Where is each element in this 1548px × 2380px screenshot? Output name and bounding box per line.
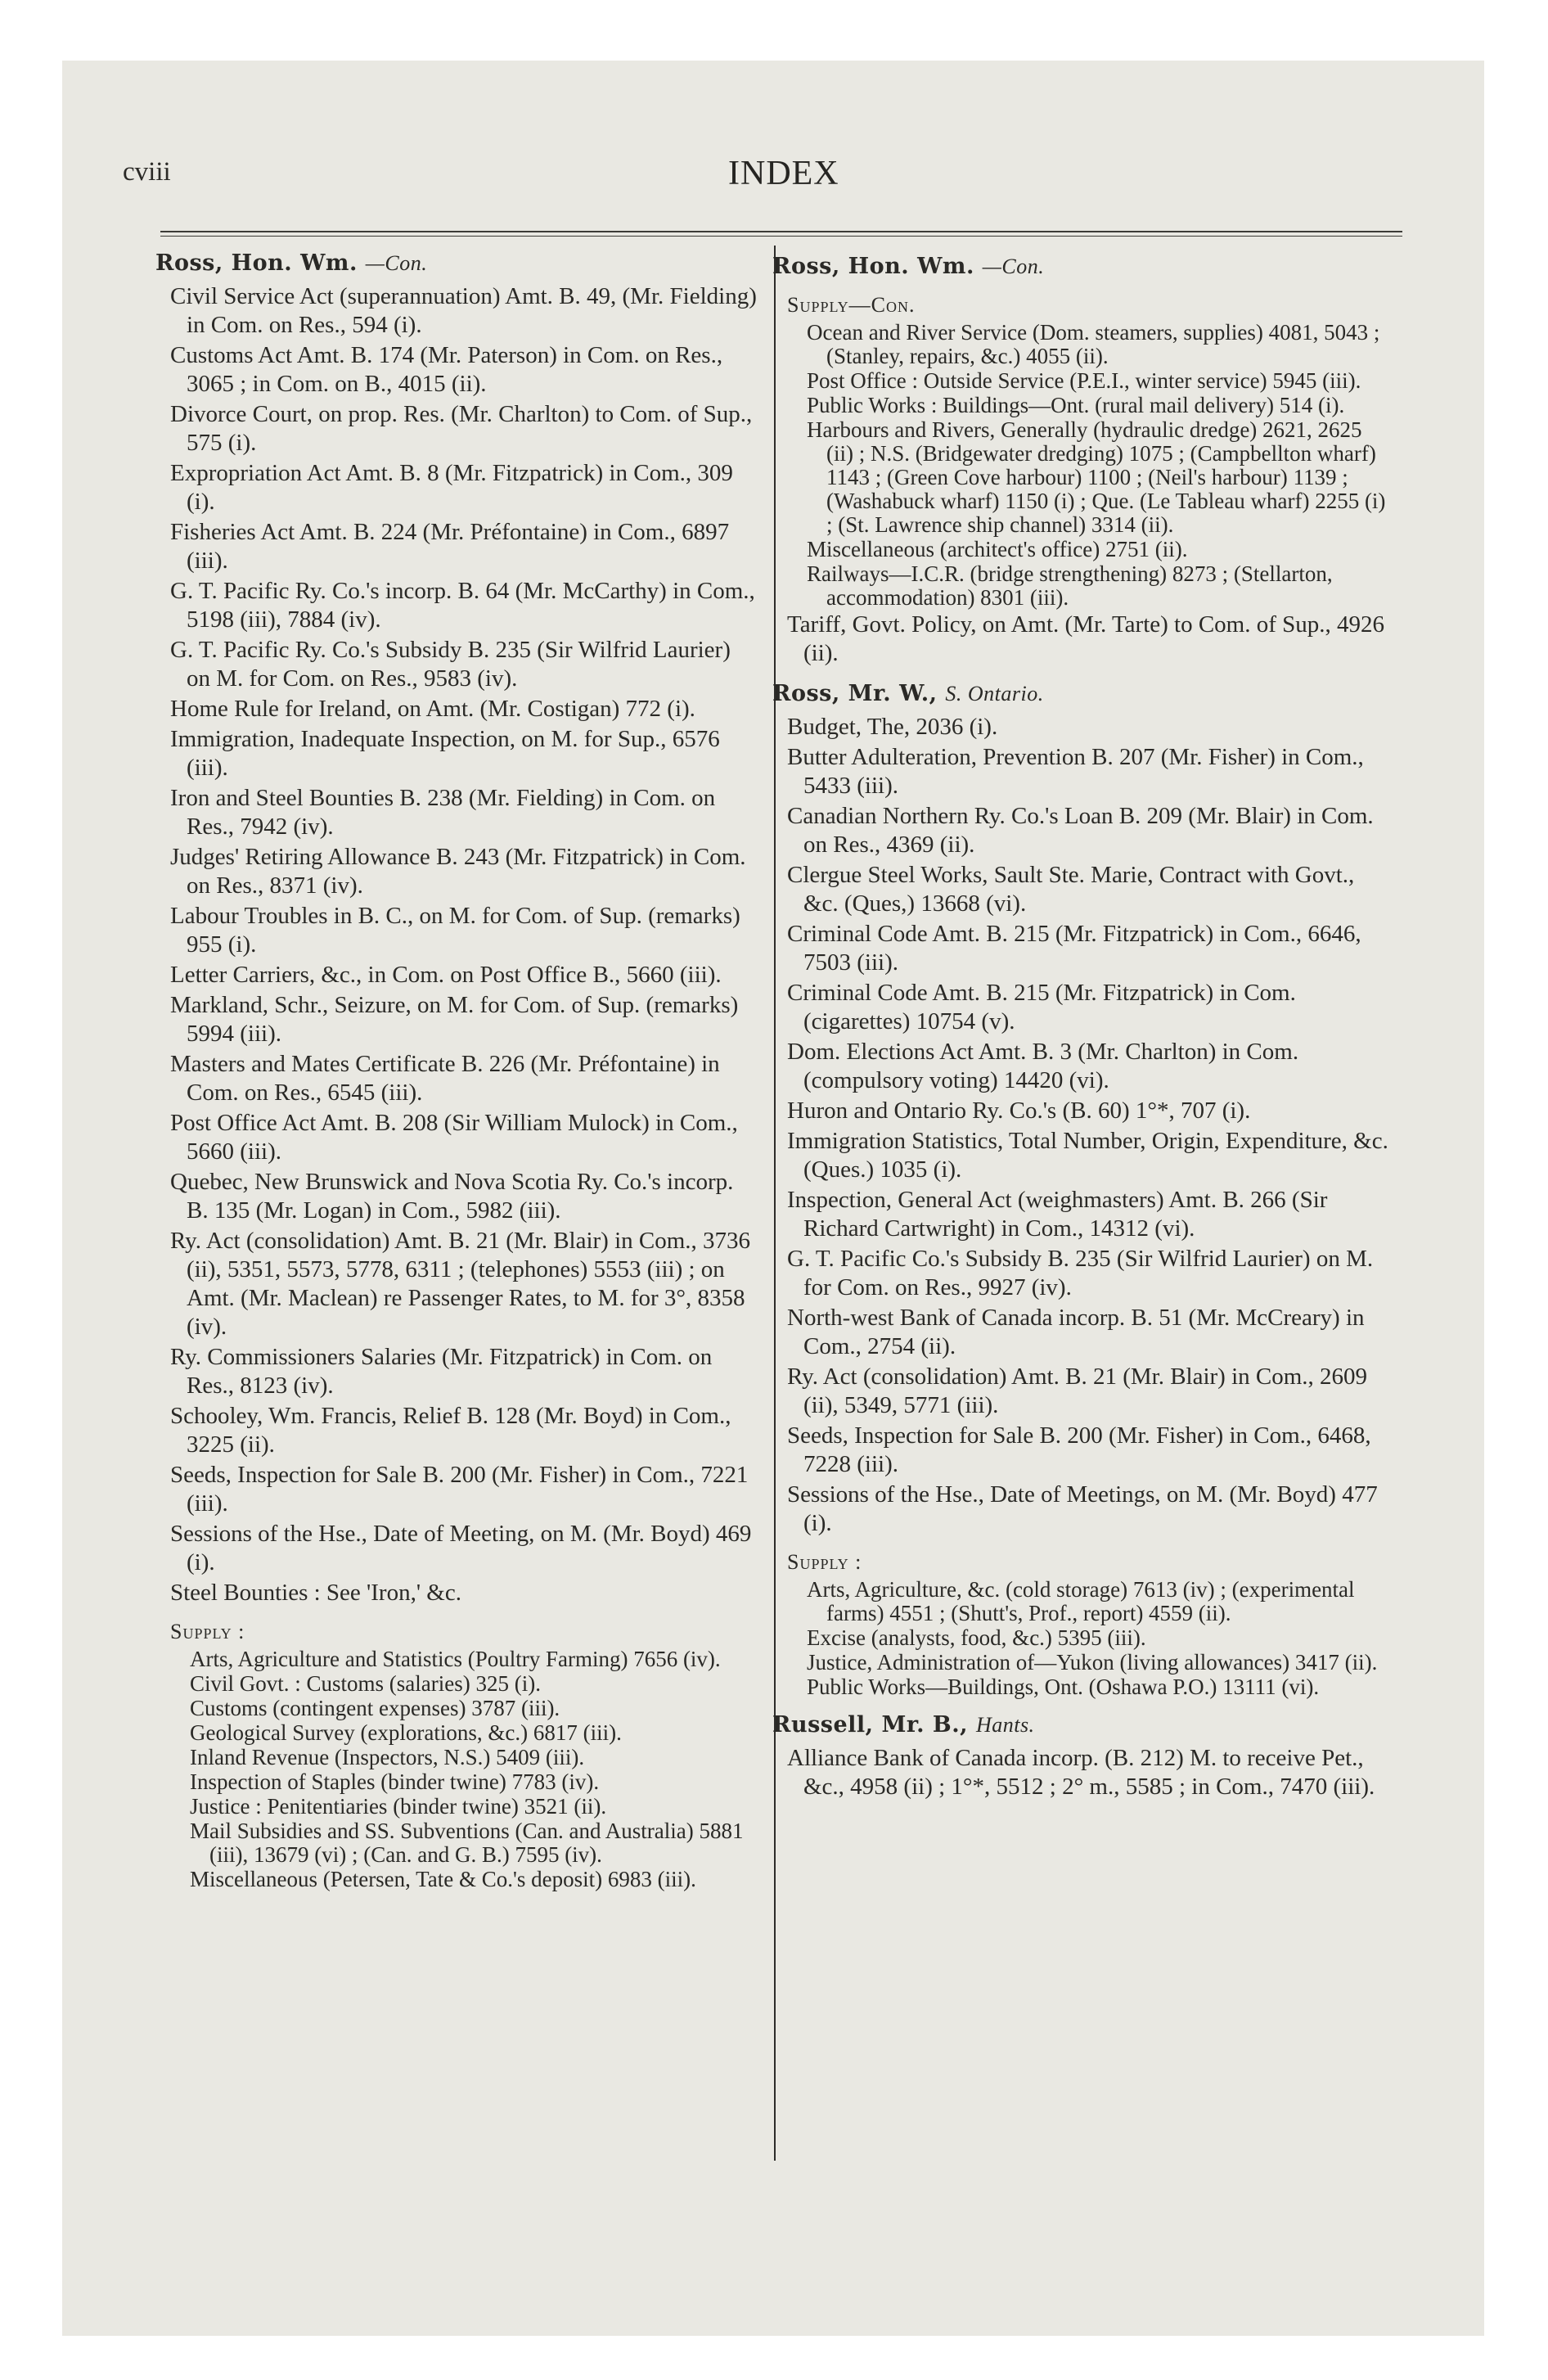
entry-heading-constituency: Hants. bbox=[975, 1713, 1035, 1737]
entry-heading-name: Ross, Hon. Wm. bbox=[772, 254, 974, 279]
entry-heading-name: Russell, Mr. B., bbox=[772, 1712, 969, 1738]
index-entry: Seeds, Inspection for Sale B. 200 (Mr. Fisher) in Com., 7221 (iii). bbox=[170, 1462, 749, 1517]
supply-entry: Ocean and River Service (Dom. steamers, supplies) 4081, 5043 ; (Stanley, repairs, &c.) 4055 (ii). bbox=[807, 320, 1380, 368]
right-entry-list bbox=[772, 611, 1389, 668]
index-entry: Tariff, Govt. Policy, on Amt. (Mr. Tarte) to Com. of Sup., 4926 (ii). bbox=[787, 611, 1385, 666]
supply-entry: Justice, Administration of—Yukon (living allowances) 3417 (ii). bbox=[807, 1650, 1378, 1675]
index-entry: Budget, The, 2036 (i). bbox=[787, 714, 998, 740]
index-entry: Sessions of the Hse., Date of Meeting, on M. (Mr. Boyd) 469 (i). bbox=[170, 1521, 752, 1575]
index-entry: Divorce Court, on prop. Res. (Mr. Charlton) to Com. of Sup., 575 (i). bbox=[170, 401, 753, 456]
index-entry: Huron and Ontario Ry. Co.'s (B. 60) 1°*, 707 (i). bbox=[787, 1098, 1251, 1124]
index-entry: Iron and Steel Bounties B. 238 (Mr. Fielding) in Com. on Res., 7942 (iv). bbox=[170, 785, 716, 840]
supply-entry: Inspection of Staples (binder twine) 7783 (iv). bbox=[190, 1769, 600, 1794]
ross-w-entry-list bbox=[772, 713, 1389, 1538]
supply-entry: Miscellaneous (architect's office) 2751 (ii). bbox=[807, 537, 1188, 561]
index-entry: Ry. Commissioners Salaries (Mr. Fitzpatrick) in Com. on Res., 8123 (iv). bbox=[170, 1344, 713, 1399]
index-entry: Home Rule for Ireland, on Amt. (Mr. Costigan) 772 (i). bbox=[170, 696, 695, 722]
index-entry: Seeds, Inspection for Sale B. 200 (Mr. Fisher) in Com., 6468, 7228 (iii). bbox=[787, 1422, 1371, 1477]
index-entry: Criminal Code Amt. B. 215 (Mr. Fitzpatrick) in Com. (cigarettes) 10754 (v). bbox=[787, 980, 1296, 1034]
index-entry: Sessions of the Hse., Date of Meetings, on M. (Mr. Boyd) 477 (i). bbox=[787, 1481, 1378, 1536]
supply-entry: Public Works : Buildings—Ont. (rural mail delivery) 514 (i). bbox=[807, 393, 1345, 417]
right-supply-list bbox=[772, 321, 1389, 610]
supply-entry: Arts, Agriculture, &c. (cold storage) 7613 (iv) ; (experimental farms) 4551 ; (Shutt's, Prof., report) 4559 (ii). bbox=[807, 1577, 1355, 1625]
index-entry: G. T. Pacific Ry. Co.'s incorp. B. 64 (Mr. McCarthy) in Com., 5198 (iii), 7884 (iv). bbox=[170, 578, 755, 633]
entry-heading-constituency: S. Ontario. bbox=[945, 682, 1044, 705]
index-entry: G. T. Pacific Ry. Co.'s Subsidy B. 235 (Sir Wilfrid Laurier) on M. for Com. on Res., 9583 (iv). bbox=[170, 637, 731, 692]
index-entry: Markland, Schr., Seizure, on M. for Com. of Sup. (remarks) 5994 (iii). bbox=[170, 992, 739, 1047]
index-entry: Customs Act Amt. B. 174 (Mr. Paterson) in Com. on Res., 3065 ; in Com. on B., 4015 (ii). bbox=[170, 342, 723, 397]
supply-entry: Railways—I.C.R. (bridge strengthening) 8273 ; (Stellarton, accommodation) 8301 (iii). bbox=[807, 561, 1333, 610]
left-column bbox=[155, 246, 758, 1892]
index-entry: Labour Troubles in B. C., on M. for Com. of Sup. (remarks) 955 (i). bbox=[170, 903, 740, 958]
supply-entry: Geological Survey (explorations, &c.) 6817 (iii). bbox=[190, 1720, 622, 1745]
supply-entry: Public Works—Buildings, Ont. (Oshawa P.O.) 13111 (vi). bbox=[807, 1675, 1320, 1699]
index-entry: Fisheries Act Amt. B. 224 (Mr. Préfontaine) in Com., 6897 (iii). bbox=[170, 519, 730, 574]
supply-label: Supply : bbox=[170, 1620, 245, 1643]
entry-heading-continued: —Con. bbox=[365, 251, 428, 275]
index-entry: Clergue Steel Works, Sault Ste. Marie, Contract with Govt., &c. (Ques,) 13668 (vi). bbox=[787, 862, 1355, 917]
index-entry: Immigration, Inadequate Inspection, on M. for Sup., 6576 (iii). bbox=[170, 726, 720, 781]
index-entry: Steel Bounties : See 'Iron,' &c. bbox=[170, 1580, 461, 1606]
index-entry: Dom. Elections Act Amt. B. 3 (Mr. Charlton) in Com. (compulsory voting) 14420 (vi). bbox=[787, 1039, 1299, 1093]
ross-w-supply-list bbox=[772, 1578, 1389, 1699]
supply-label: Supply—Con. bbox=[787, 293, 916, 317]
supply-entry: Miscellaneous (Petersen, Tate & Co.'s deposit) 6983 (iii). bbox=[190, 1867, 696, 1891]
entry-heading-name: Ross, Mr. W., bbox=[772, 681, 938, 706]
supply-entry: Inland Revenue (Inspectors, N.S.) 5409 (iii). bbox=[190, 1745, 585, 1769]
index-entry: Alliance Bank of Canada incorp. (B. 212) M. to receive Pet., &c., 4958 (ii) ; 1°*, 5512 ; 2° m., 5585 ; in Com., 7470 (iii). bbox=[787, 1745, 1375, 1800]
index-entry: Inspection, General Act (weighmasters) Amt. B. 266 (Sir Richard Cartwright) in Com., 14312 (vi). bbox=[787, 1187, 1328, 1242]
supply-entry: Arts, Agriculture and Statistics (Poultry Farming) 7656 (iv). bbox=[190, 1647, 721, 1671]
index-entry: Immigration Statistics, Total Number, Origin, Expenditure, &c. (Ques.) 1035 (i). bbox=[787, 1128, 1388, 1183]
index-entry: Ry. Act (consolidation) Amt. B. 21 (Mr. Blair) in Com., 2609 (ii), 5349, 5771 (iii). bbox=[787, 1364, 1368, 1418]
index-entry: Post Office Act Amt. B. 208 (Sir William Mulock) in Com., 5660 (iii). bbox=[170, 1110, 738, 1165]
index-entry: Letter Carriers, &c., in Com. on Post Office B., 5660 (iii). bbox=[170, 962, 722, 988]
header-rule bbox=[160, 231, 1402, 232]
entry-heading bbox=[772, 679, 1389, 708]
russell-entry-list bbox=[772, 1744, 1389, 1801]
entry-heading bbox=[772, 252, 1389, 281]
page-number: cviii bbox=[123, 157, 171, 187]
index-entry: Civil Service Act (superannuation) Amt. B. 49, (Mr. Fielding) in Com. on Res., 594 (i). bbox=[170, 283, 757, 338]
index-entry: North-west Bank of Canada incorp. B. 51 (Mr. McCreary) in Com., 2754 (ii). bbox=[787, 1305, 1365, 1359]
index-entry: Ry. Act (consolidation) Amt. B. 21 (Mr. Blair) in Com., 3736 (ii), 5351, 5573, 5778, 6311 ; (telephones) 5553 (iii) ; on Amt. (Mr. Maclean) re Passenger Rates, to M. for 3°, 8358 (iv). bbox=[170, 1228, 751, 1340]
index-entry: Expropriation Act Amt. B. 8 (Mr. Fitzpatrick) in Com., 309 (i). bbox=[170, 460, 733, 515]
supply-entry: Mail Subsidies and SS. Subventions (Can. and Australia) 5881 (iii), 13679 (vi) ; (Can. and G. B.) 7595 (iv). bbox=[190, 1819, 744, 1867]
page-heading: INDEX bbox=[728, 155, 839, 192]
supply-entry: Justice : Penitentiaries (binder twine) 3521 (ii). bbox=[190, 1794, 607, 1819]
supply-label: Supply : bbox=[787, 1550, 862, 1574]
header-rule-thin bbox=[160, 236, 1402, 237]
left-entry-list bbox=[155, 282, 758, 1607]
index-entry: Canadian Northern Ry. Co.'s Loan B. 209 (Mr. Blair) in Com. on Res., 4369 (ii). bbox=[787, 803, 1374, 858]
index-entry: Criminal Code Amt. B. 215 (Mr. Fitzpatrick) in Com., 6646, 7503 (iii). bbox=[787, 921, 1361, 976]
supply-entry: Harbours and Rivers, Generally (hydraulic dredge) 2621, 2625 (ii) ; N.S. (Bridgewater dredging) 1075 ; (Campbellton wharf) 1143 ; (Green Cove harbour) 1100 ; (Neil's harbour) 1139 ; (Washabuck wharf) 1150 (i) ; Que. (Le Tableau wharf) 2255 (i) ; (St. Lawrence ship channel) 3314 (ii). bbox=[807, 417, 1386, 537]
entry-heading-name: Ross, Hon. Wm. bbox=[155, 250, 358, 276]
index-entry: Masters and Mates Certificate B. 226 (Mr. Préfontaine) in Com. on Res., 6545 (iii). bbox=[170, 1051, 720, 1106]
index-entry: G. T. Pacific Co.'s Subsidy B. 235 (Sir Wilfrid Laurier) on M. for Com. on Res., 9927 (iv). bbox=[787, 1246, 1374, 1300]
entry-heading bbox=[155, 249, 758, 277]
supply-entry: Excise (analysts, food, &c.) 5395 (iii). bbox=[807, 1625, 1146, 1650]
index-entry: Schooley, Wm. Francis, Relief B. 128 (Mr. Boyd) in Com., 3225 (ii). bbox=[170, 1403, 731, 1458]
right-column bbox=[772, 246, 1389, 1803]
index-entry: Judges' Retiring Allowance B. 243 (Mr. Fitzpatrick) in Com. on Res., 8371 (iv). bbox=[170, 844, 746, 899]
index-entry: Quebec, New Brunswick and Nova Scotia Ry. Co.'s incorp. B. 135 (Mr. Logan) in Com., 5982 (iii). bbox=[170, 1169, 734, 1224]
index-entry: Butter Adulteration, Prevention B. 207 (Mr. Fisher) in Com., 5433 (iii). bbox=[787, 744, 1364, 799]
entry-heading bbox=[772, 1711, 1389, 1739]
supply-entry: Civil Govt. : Customs (salaries) 325 (i). bbox=[190, 1671, 541, 1696]
entry-heading-continued: —Con. bbox=[982, 255, 1045, 278]
supply-entry: Customs (contingent expenses) 3787 (iii). bbox=[190, 1696, 560, 1720]
left-supply-list bbox=[155, 1648, 758, 1891]
supply-entry: Post Office : Outside Service (P.E.I., winter service) 5945 (iii). bbox=[807, 368, 1361, 393]
